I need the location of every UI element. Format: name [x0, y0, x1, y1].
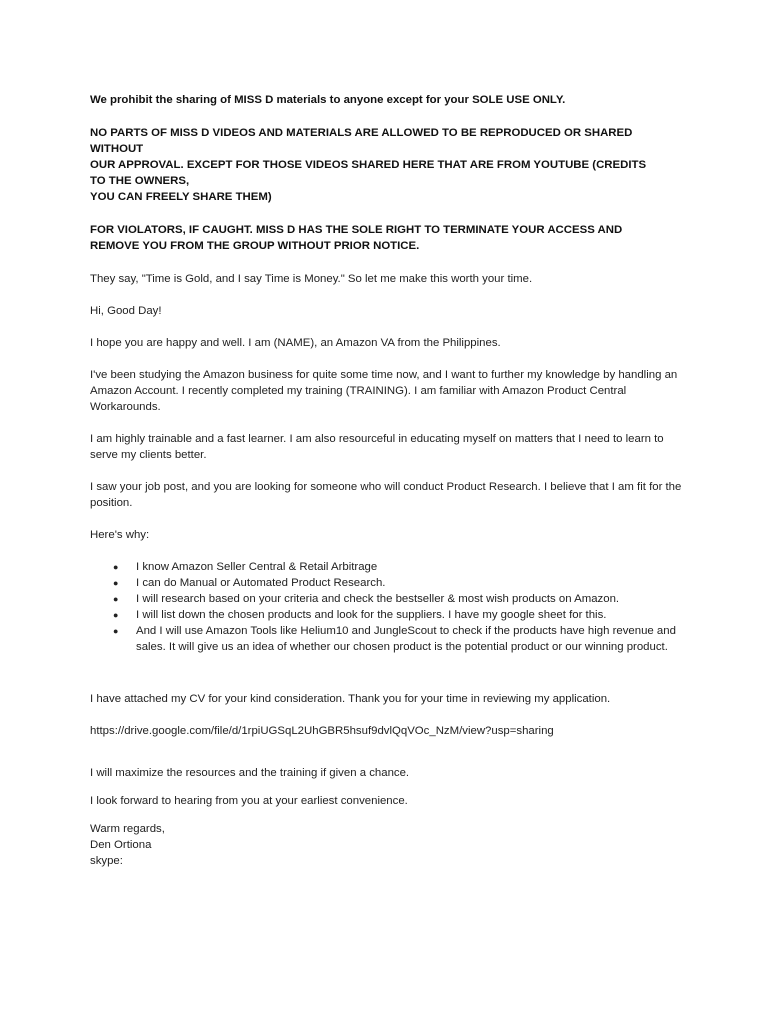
spacer — [90, 671, 682, 691]
notice-line: FOR VIOLATORS, IF CAUGHT. MISS D HAS THE SOLE RIGHT TO TERMINATE YOUR ACCESS AND — [90, 224, 623, 236]
spacer — [90, 755, 682, 765]
notice-line: YOU CAN FREELY SHARE THEM) — [90, 191, 272, 203]
closing: Warm regards, — [90, 823, 165, 835]
cv-paragraph: I have attached my CV for your kind consideration. Thank you for your time in reviewing my application. — [90, 693, 611, 705]
notice-line: REMOVE YOU FROM THE GROUP WITHOUT PRIOR NOTICE. — [90, 240, 420, 252]
cover-letter — [90, 271, 682, 869]
notice-line: OUR APPROVAL. EXCEPT FOR THOSE VIDEOS SHARED HERE THAT ARE FROM YOUTUBE (CREDITS — [90, 159, 647, 171]
list-item-text: I will list down the chosen products and look for the suppliers. I have my google sheet for this. — [136, 609, 607, 621]
letter-paragraph-3: I am highly trainable and a fast learner. I am also resourceful in educating myself on matters that I need to learn to serve my clients better. — [90, 433, 664, 461]
list-item-text: I will research based on your criteria and check the bestseller & most wish products on Amazon. — [136, 593, 620, 605]
skills-list — [90, 559, 682, 655]
signature-block — [90, 821, 682, 869]
letter-paragraph-4: I saw your job post, and you are looking for someone who will conduct Product Research. I believe that I am fit for the position. — [90, 481, 682, 509]
notice-line: WITHOUT — [90, 143, 144, 155]
cv-link[interactable]: https://drive.google.com/file/d/1rpiUGSqL2UhGBR5hsuf9dvlQqVOc_NzM/view?usp=sharing — [90, 725, 554, 737]
list-item-text: I know Amazon Seller Central & Retail Arbitrage — [136, 561, 378, 573]
notice-line: NO PARTS OF MISS D VIDEOS AND MATERIALS ARE ALLOWED TO BE REPRODUCED OR SHARED — [90, 127, 633, 139]
look-forward-paragraph: I look forward to hearing from you at your earliest convenience. — [90, 795, 408, 807]
copyright-notice — [90, 92, 682, 254]
bullet-icon: ● — [113, 610, 119, 620]
notice-paragraph-2 — [90, 125, 682, 205]
bullet-icon: ● — [113, 594, 119, 604]
bullet-icon: ● — [113, 562, 119, 572]
list-item — [90, 623, 682, 655]
list-item — [90, 575, 682, 591]
signer-name: Den Ortiona — [90, 839, 152, 851]
letter-intro: They say, "Time is Gold, and I say Time is Money." So let me make this worth your time. — [90, 273, 533, 285]
list-item — [90, 559, 682, 575]
notice-line: TO THE OWNERS, — [90, 175, 190, 187]
maximize-paragraph: I will maximize the resources and the training if given a chance. — [90, 767, 410, 779]
letter-paragraph-1: I hope you are happy and well. I am (NAME), an Amazon VA from the Philippines. — [90, 337, 501, 349]
skype-label: skype: — [90, 855, 123, 867]
heres-why: Here's why: — [90, 529, 150, 541]
list-item — [90, 591, 682, 607]
notice-paragraph-3 — [90, 222, 682, 254]
list-item-text: I can do Manual or Automated Product Research. — [136, 577, 386, 589]
document-page — [90, 92, 682, 885]
bullet-icon: ● — [113, 626, 119, 636]
bullet-icon: ● — [113, 578, 119, 588]
list-item-text: And I will use Amazon Tools like Helium10 and JungleScout to check if the products have high revenue and sales. It will give us an idea of whether our chosen product is the potential product or our winning product. — [136, 625, 676, 653]
notice-paragraph-1: We prohibit the sharing of MISS D materials to anyone except for your SOLE USE ONLY. — [90, 94, 566, 106]
list-item — [90, 607, 682, 623]
letter-paragraph-2: I've been studying the Amazon business for quite some time now, and I want to further my knowledge by handling an Amazon Account. I recently completed my training (TRAINING). I am familiar with Amazon Product Central Workarounds. — [90, 369, 678, 413]
letter-greeting: Hi, Good Day! — [90, 305, 162, 317]
